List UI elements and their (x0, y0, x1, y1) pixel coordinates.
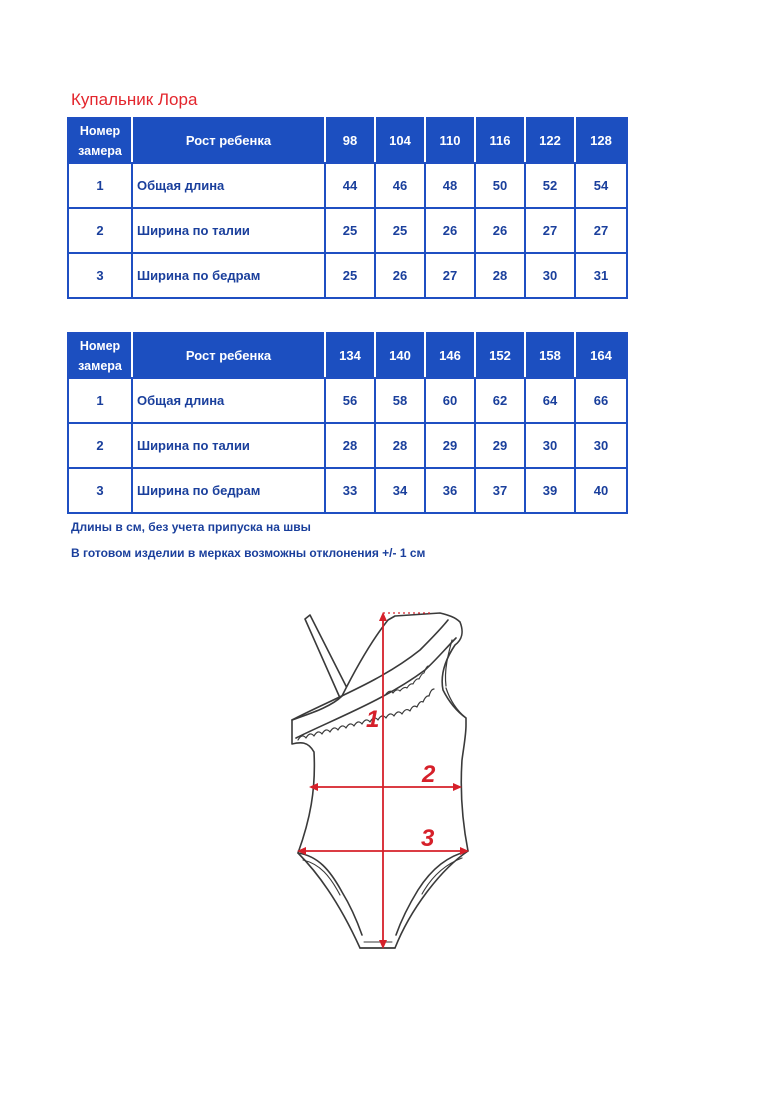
table-cell: 46 (375, 163, 425, 208)
table-cell: 26 (425, 208, 475, 253)
header-child-height: Рост ребенка (132, 333, 325, 378)
table-cell: 27 (525, 208, 575, 253)
header-size: 104 (375, 118, 425, 163)
table-cell: 52 (525, 163, 575, 208)
table-cell: 29 (475, 423, 525, 468)
tolerance-note: В готовом изделии в мерках возможны отклонения +/- 1 см (71, 546, 426, 560)
header-measure-number: Номер замера (68, 118, 132, 163)
row-measure-name: Общая длина (132, 163, 325, 208)
table-cell: 28 (325, 423, 375, 468)
row-measure-name: Ширина по бедрам (132, 468, 325, 513)
table-cell: 28 (375, 423, 425, 468)
table-cell: 34 (375, 468, 425, 513)
table-cell: 58 (375, 378, 425, 423)
header-size: 158 (525, 333, 575, 378)
header-child-height: Рост ребенка (132, 118, 325, 163)
row-number: 2 (68, 208, 132, 253)
table-cell: 50 (475, 163, 525, 208)
table-cell: 27 (425, 253, 475, 298)
row-measure-name: Общая длина (132, 378, 325, 423)
label-hips: 3 (421, 825, 435, 852)
row-measure-name: Ширина по талии (132, 423, 325, 468)
header-size: 110 (425, 118, 475, 163)
label-waist: 2 (422, 761, 436, 788)
table-cell: 28 (475, 253, 525, 298)
header-size: 152 (475, 333, 525, 378)
table-cell: 27 (575, 208, 627, 253)
page-title: Купальник Лора (71, 90, 198, 109)
table-cell: 30 (525, 423, 575, 468)
label-length: 1 (366, 706, 380, 733)
table-cell: 25 (325, 208, 375, 253)
table-cell: 30 (575, 423, 627, 468)
table-cell: 48 (425, 163, 475, 208)
table-cell: 39 (525, 468, 575, 513)
units-note: Длины в см, без учета припуска на швы (71, 520, 311, 534)
table-cell: 33 (325, 468, 375, 513)
table-cell: 56 (325, 378, 375, 423)
header-size: 122 (525, 118, 575, 163)
swimsuit-outline (292, 613, 468, 948)
table-cell: 62 (475, 378, 525, 423)
table-cell: 37 (475, 468, 525, 513)
table-cell: 44 (325, 163, 375, 208)
header-size: 134 (325, 333, 375, 378)
row-number: 1 (68, 378, 132, 423)
header-measure-number: Номер замера (68, 333, 132, 378)
row-number: 1 (68, 163, 132, 208)
row-measure-name: Ширина по бедрам (132, 253, 325, 298)
table-cell: 36 (425, 468, 475, 513)
table-cell: 25 (325, 253, 375, 298)
header-size: 146 (425, 333, 475, 378)
header-size: 140 (375, 333, 425, 378)
header-size: 128 (575, 118, 627, 163)
header-size: 98 (325, 118, 375, 163)
table-cell: 66 (575, 378, 627, 423)
table-cell: 26 (475, 208, 525, 253)
table-cell: 60 (425, 378, 475, 423)
row-number: 3 (68, 253, 132, 298)
table-cell: 54 (575, 163, 627, 208)
table-cell: 26 (375, 253, 425, 298)
table-cell: 31 (575, 253, 627, 298)
header-size: 164 (575, 333, 627, 378)
row-number: 3 (68, 468, 132, 513)
row-measure-name: Ширина по талии (132, 208, 325, 253)
row-number: 2 (68, 423, 132, 468)
table-cell: 29 (425, 423, 475, 468)
table-cell: 64 (525, 378, 575, 423)
header-size: 116 (475, 118, 525, 163)
table-cell: 30 (525, 253, 575, 298)
table-cell: 25 (375, 208, 425, 253)
table-cell: 40 (575, 468, 627, 513)
